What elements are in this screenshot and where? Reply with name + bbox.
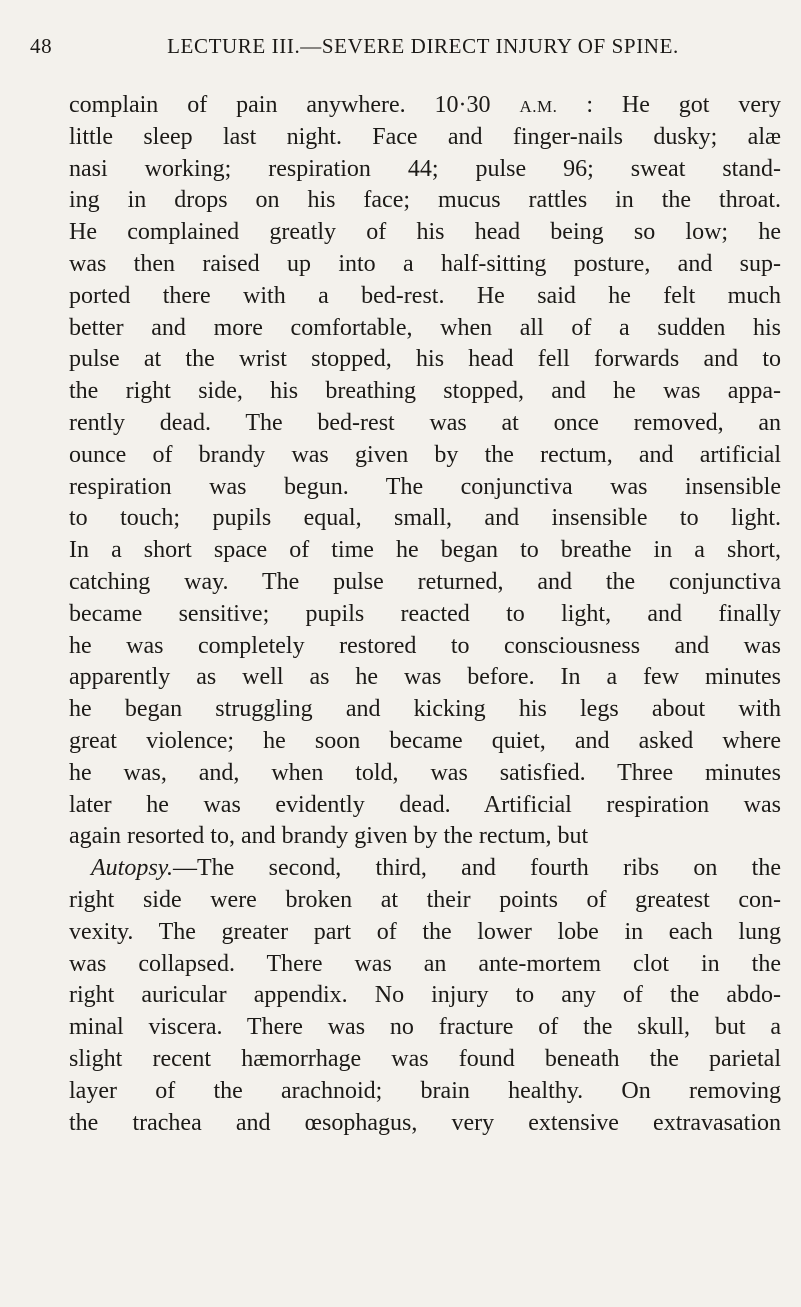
text-body <box>69 90 781 1139</box>
text-line: became sensitive; pupils reacted to light, and finally <box>69 600 781 627</box>
text-line: respiration was begun. The conjunctiva was insensible <box>69 473 781 500</box>
text-line: he began struggling and kicking his legs about with <box>69 696 781 723</box>
page-number: 48 <box>30 34 53 58</box>
autopsy-heading: Autopsy. <box>91 855 173 882</box>
text-line: He complained greatly of his head being so low; he <box>69 219 781 246</box>
text-line: ounce of brandy was given by the rectum, and artificial <box>69 441 781 468</box>
text-line: later he was evidently dead. Artificial respiration was <box>69 791 781 818</box>
text-line: was then raised up into a half-sitting posture, and sup- <box>69 250 781 277</box>
text-segment: : He got very <box>586 92 782 118</box>
text-line: In a short space of time he began to breathe in a short, <box>69 537 781 564</box>
text-line: little sleep last night. Face and finger-nails dusky; alæ <box>69 123 781 150</box>
text-segment: complain of pain anywhere. 10·30 <box>69 92 491 118</box>
text-line: to touch; pupils equal, small, and insensible to light. <box>69 505 781 532</box>
text-line: right side were broken at their points of greatest con- <box>69 886 781 913</box>
text-line: nasi working; respiration 44; pulse 96; sweat stand- <box>69 155 781 182</box>
text-segment: —The second, third, and fourth ribs on the <box>173 855 781 882</box>
text-line: pulse at the wrist stopped, his head fell forwards and to <box>69 346 781 373</box>
text-line: he was, and, when told, was satisfied. Three minutes <box>69 759 781 786</box>
text-line: slight recent hæmorrhage was found beneath the parietal <box>69 1045 781 1072</box>
text-line: catching way. The pulse returned, and the conjunctiva <box>69 568 781 595</box>
text-line: was collapsed. There was an ante-mortem clot in the <box>69 950 781 977</box>
text-line: ing in drops on his face; mucus rattles in the throat. <box>69 187 781 214</box>
running-title: LECTURE III.—SEVERE DIRECT INJURY OF SPINE. <box>167 34 679 58</box>
text-line: apparently as well as he was before. In a few minutes <box>69 664 781 691</box>
text-line: ported there with a bed-rest. He said he felt much <box>69 282 781 309</box>
text-line <box>69 853 781 885</box>
text-line: better and more comfortable, when all of a sudden his <box>69 314 781 341</box>
text-line: the trachea and œsophagus, very extensive extravasation <box>69 1109 781 1136</box>
running-head <box>30 34 770 59</box>
text-line: again resorted to, and brandy given by the rectum, but <box>69 823 589 850</box>
text-line: he was completely restored to consciousness and was <box>69 632 781 659</box>
text-line: great violence; he soon became quiet, and asked where <box>69 727 781 754</box>
text-line: right auricular appendix. No injury to any of the abdo- <box>69 982 781 1009</box>
text-line: vexity. The greater part of the lower lobe in each lung <box>69 918 781 945</box>
text-line: minal viscera. There was no fracture of the skull, but a <box>69 1014 781 1041</box>
time-abbreviation: A.M. <box>519 97 558 116</box>
text-line <box>69 90 781 122</box>
text-line: rently dead. The bed-rest was at once removed, an <box>69 409 781 436</box>
text-line: the right side, his breathing stopped, and he was appa- <box>69 378 781 405</box>
text-line: layer of the arachnoid; brain healthy. On removing <box>69 1077 781 1104</box>
